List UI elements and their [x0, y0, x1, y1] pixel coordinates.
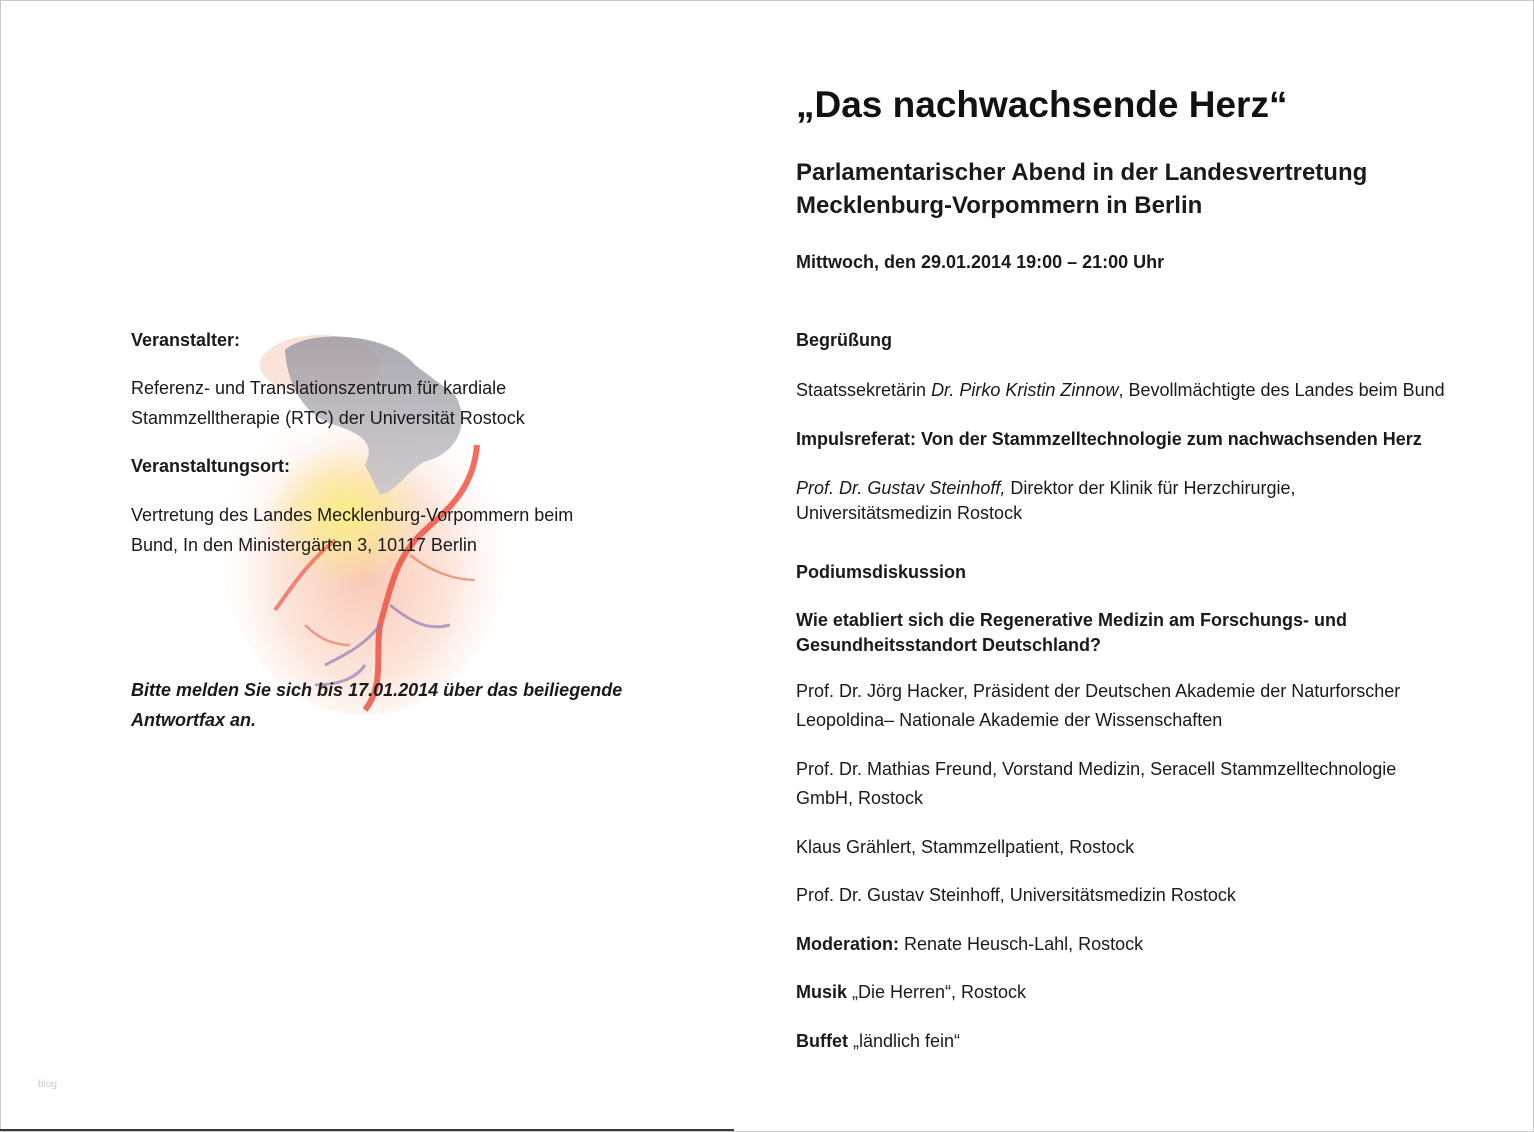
greeting-prefix: Staatssekretärin: [796, 380, 932, 400]
event-subtitle: [796, 156, 1496, 222]
panel-question-line-1: Wie etabliert sich die Regenerative Medizin am Forschungs- und: [796, 610, 1347, 630]
greeting-name: Dr. Pirko Kristin Zinnow: [931, 380, 1119, 400]
keynote-title: Impulsreferat: Von der Stammzelltechnologie zum nachwachsenden Herz: [796, 429, 1422, 449]
greeting-line: [796, 378, 1496, 403]
music-line: [796, 980, 1496, 1005]
organizer-heading: Veranstalter:: [131, 330, 241, 350]
venue-line-1: Vertretung des Landes Mecklenburg-Vorpommern beim: [131, 505, 574, 525]
moderation-line: [796, 932, 1496, 957]
greeting-suffix: , Bevollmächtigte des Landes beim Bund: [1118, 380, 1445, 400]
buffet-value: „ländlich fein“: [848, 1031, 961, 1051]
registration-line-1: Bitte melden Sie sich bis 17.01.2014 über das beiliegende: [131, 680, 623, 700]
venue-line-2: Bund, In den Ministergärten 3, 10117 Berlin: [131, 535, 477, 555]
keynote-speaker-line-2: Universitätsmedizin Rostock: [796, 503, 1023, 523]
buffet-line: [796, 1029, 1496, 1054]
organizer-line-2: Stammzelltherapie (RTC) der Universität Rostock: [131, 408, 525, 428]
buffet-label: Buffet: [796, 1031, 848, 1051]
panelist-2-line-2: GmbH, Rostock: [796, 788, 924, 808]
greeting-heading: Begrüßung: [796, 330, 892, 350]
event-title: „Das nachwachsende Herz“: [796, 84, 1288, 125]
watermark-text: blog: [38, 1079, 57, 1090]
event-datetime: Mittwoch, den 29.01.2014 19:00 – 21:00 Uhr: [796, 252, 1165, 272]
keynote-speaker-line-1: [796, 476, 1496, 501]
venue-heading: Veranstaltungsort:: [131, 456, 291, 476]
panelist-4: Prof. Dr. Gustav Steinhoff, Universitätsmedizin Rostock: [796, 885, 1236, 905]
panelist-1-line-1: Prof. Dr. Jörg Hacker, Präsident der Deutschen Akademie der Naturforscher: [796, 681, 1401, 701]
music-value: „Die Herren“, Rostock: [847, 982, 1027, 1002]
subtitle-line-2: Mecklenburg-Vorpommern in Berlin: [796, 192, 1203, 219]
music-label: Musik: [796, 982, 848, 1002]
panelist-2-line-1: Prof. Dr. Mathias Freund, Vorstand Medizin, Seracell Stammzelltechnologie: [796, 759, 1397, 779]
registration-line-2: Antwortfax an.: [131, 710, 257, 730]
subtitle-line-1: Parlamentarischer Abend in der Landesvertretung: [796, 159, 1368, 186]
keynote-speaker-name: Prof. Dr. Gustav Steinhoff,: [796, 478, 1006, 498]
moderation-value: Renate Heusch-Lahl, Rostock: [899, 934, 1144, 954]
left-page: [0, 0, 766, 1132]
moderation-label: Moderation:: [796, 934, 899, 954]
organizer-line-1: Referenz- und Translationszentrum für kardiale: [131, 378, 507, 398]
panel-heading: Podiumsdiskussion: [796, 562, 967, 582]
keynote-speaker-role: Direktor der Klinik für Herzchirurgie,: [1005, 478, 1296, 498]
panel-question-line-2: Gesundheitsstandort Deutschland?: [796, 635, 1102, 655]
panelist-1-line-2: Leopoldina– Nationale Akademie der Wissenschaften: [796, 710, 1223, 730]
panelist-3: Klaus Grählert, Stammzellpatient, Rostock: [796, 837, 1135, 857]
